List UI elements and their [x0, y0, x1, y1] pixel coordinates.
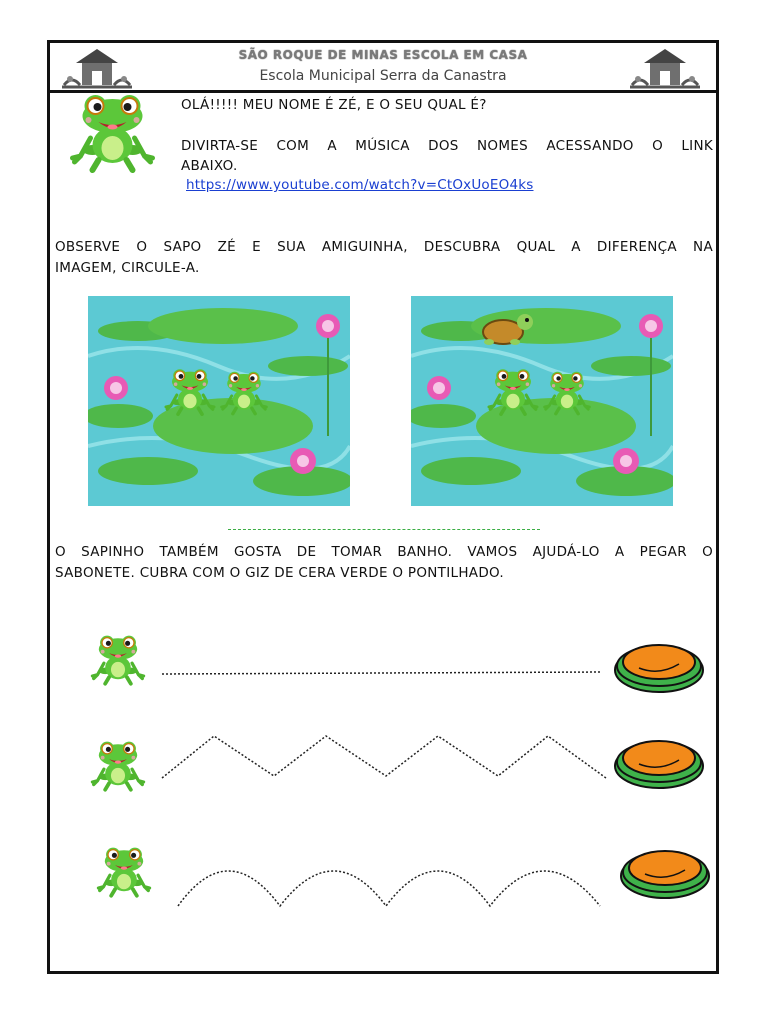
soap-icon [612, 732, 706, 790]
frog-icon [86, 728, 150, 804]
youtube-link[interactable]: https://www.youtube.com/watch?v=CtOxUoEO4ks [186, 177, 534, 193]
task1-line-1: OBSERVE O SAPO ZÉ E SUA AMIGUINHA, DESCUBRA QUAL A DIFERENÇA NA [55, 239, 713, 255]
header-school-name: Escola Municipal Serra da Canastra [259, 68, 507, 84]
soap-icon [618, 842, 712, 900]
task2-line-1: O SAPINHO TAMBÉM GOSTA DE TOMAR BANHO. VAMOS AJUDÁ-LO A PEGAR O [55, 544, 713, 560]
task2-line-2: SABONETE. CUBRA COM O GIZ DE CERA VERDE O PONTILHADO. [55, 565, 504, 581]
pond-picture-with-turtle [411, 296, 673, 506]
trace-path-arches[interactable] [176, 850, 604, 910]
frog-ze-icon [55, 90, 170, 176]
intro-line-1: DIVIRTA-SE COM A MÚSICA DOS NOMES ACESSANDO O LINK [181, 138, 713, 154]
task1-line-2: IMAGEM, CIRCULE-A. [55, 260, 200, 276]
greeting-text: OLÁ!!!!! MEU NOME É ZÉ, E O SEU QUAL É? [181, 97, 487, 113]
school-header [50, 43, 716, 93]
section-divider [228, 529, 540, 530]
pond-picture-original [88, 296, 350, 506]
header-city-line: SÃO ROQUE DE MINAS ESCOLA EM CASA [238, 48, 528, 62]
intro-line-2: ABAIXO. [181, 158, 238, 174]
trace-path-zigzag[interactable] [160, 730, 608, 784]
frog-icon [86, 622, 150, 698]
trace-path-straight[interactable] [160, 660, 605, 684]
soap-icon [612, 636, 706, 694]
frog-icon [92, 834, 156, 910]
